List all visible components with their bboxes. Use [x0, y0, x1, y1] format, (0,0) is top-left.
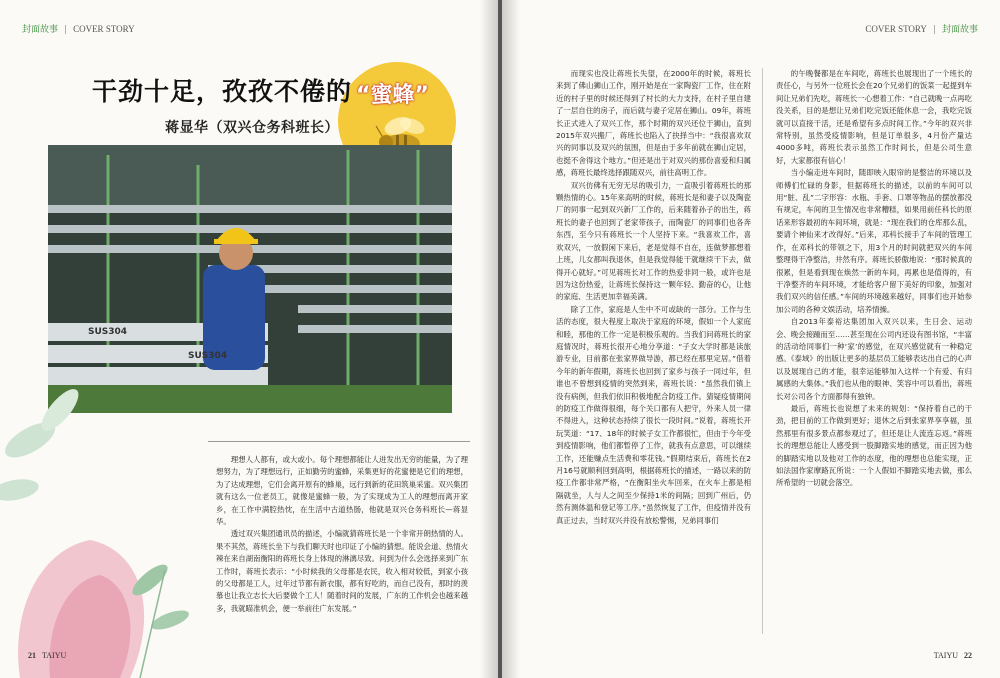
book-gutter — [480, 0, 520, 678]
left-page — [0, 0, 498, 678]
paragraph: 当小编走进车间时，随即映入眼帘的是整洁的环境以及师傅们忙碌的身影，但据蒋班长的描述，以前的车间可以用“脏、乱”二字形容：水瓶、手套、口罩等物品的摆放都没有规定，车间的卫生情况也非常糟糕，如果用前任科长的原话来形容最初的车间环境，就是：“现在我们的仓库那么乱，要请个神仙来才改得好。”后来，邓科长接手了车间的管理工作，在邓科长的带领之下，用3个月的时间就把双兴的车间整理得干净整洁，井然有序。蒋班长骄傲地说：“那时候真的很累，但是看到现在焕然一新的车间，再累也是值得的，有干净整齐的车间环境，才能给客户留下美好的印象，加强对我们双兴的信任感。”车间的环境越来越好，同事们也开始参加公司的各种文娱活动，培养情操。 — [776, 168, 972, 314]
left-footer — [22, 651, 66, 660]
paragraph: 而现实也没让蒋班长失望，在2000年的时候，蒋班长来到了佛山狮山工作，刚开始是在一家陶瓷厂工作，住在附近的村子里的时候还得到了村长的大力支持，在村子里自建了一层自住的房子，而后就与妻子定居在狮山。09年，蒋班长正式进入了双兴工作，那个时期的双兴还位于狮山，直到2015年双兴搬厂，蒋班长也陷入了抉择当中：“我很喜欢双兴的同事以及双兴的氛围，但是由于多年前就在狮山定居，也挺不舍得这个地方。”但还是出于对双兴的那份喜爱和归属感，蒋班长最终选择跟随双兴，前往高明工作。 — [556, 69, 751, 178]
column-divider — [762, 68, 763, 634]
pack-label: SUS304 — [88, 327, 128, 337]
floral-decoration — [0, 380, 200, 678]
paragraph: 的午晚餐都是在车间吃，蒋班长也展现出了一个班长的责任心，与另外一位班长会在20个兄弟们的饭菜一起提到车间让兄弟们先吃，蒋班长一心想着工作：“自己就晚一点再吃没关系，目的是想让兄弟们吃完饭还能休息一会，我吃完饭就可以直接干活，还是希望有多点时间工作。”今年的双兴非常特别，虽然受疫情影响，但是订单很多，4月份产量达4000多吨，蒋班长表示虽然工作时间长，但是公司生意好，大家都很有信心！ — [776, 69, 972, 165]
right-footer — [934, 651, 978, 660]
right-body-column-1 — [556, 68, 751, 527]
article-title — [92, 72, 352, 108]
magazine-name: TAIYU — [933, 651, 958, 660]
paragraph: 透过双兴集团通讯员的描述，小编就猜蒋班长是一个非常开朗热情的人。果不其然，蒋班长坐下与我们聊天时也印证了小编的猜想。能说会道、热情火辣在来自湖南衡阳的蒋班长身上体现的淋漓尽致。问到为什么会选择来到广东工作时，蒋班长表示：“小时候我的父母都是农民，收入相对较低，到家小孩的父母都是工人，过年过节都有新衣服，都有好吃的，而自己没有，那时的羡慕也让我立志长大后要做个工人！随着时间的发展，广东的工作机会也越来越多，我就瞄准机会，便一举前往广东发展。” — [216, 529, 468, 613]
magazine-name: TAIYU — [42, 651, 67, 660]
right-header: COVER STORY | 封面故事 — [865, 24, 978, 35]
paragraph: 自2013年泰裕达集团加入双兴以来，生日会、运动会、晚会接踵而至……甚至现在公司内还设有图书馆，“丰富的活动给同事们一种‘家’的感觉，在双兴感觉就有一种稳定感。《泰域》的出版让更多的基层员工能够表达出自己的心声以及展现自己的才能，很幸运能够加入这样一个有爱、有归属感的大集体。”我们也从他的眼神、笑容中可以看出，蒋班长对公司各个方面都得有独钟。 — [776, 317, 972, 401]
section-label: 封面故事 — [941, 25, 978, 35]
left-header: 封面故事 | COVER STORY — [22, 24, 135, 35]
right-body-column-2 — [776, 68, 972, 490]
paragraph: 最后，蒋班长也说想了未来的规划：“保持着自己的干劲，把目前的工作做到更好；退休之后到张家界享享福，虽然那里有很多景点都参观过了，但还是让人流连忘返。”蒋班长的理想总能让人感受到一股脚踏实地的感觉，而正因为他的脚踏实地以及他对工作的态度，他的理想也总能实现，正如法国作家摩路瓦所说：一个人假如不脚踏实地去做，那么所希望的一切就会落空。 — [776, 403, 972, 488]
section-label-en: COVER STORY — [865, 24, 927, 34]
warehouse-photo — [48, 145, 452, 413]
paragraph: 除了工作，家庭是人生中不可或缺的一部分。工作与生活的态度，很大程度上取决于家庭的环境，假如一个人家庭和睦，那他的工作一定是积极乐观的。当我们问蒋班长的家庭情况时，蒋班长很开心地分享道：“子女大学时都是读旅游专业，目前都在张家界做导游，都已经在那里定居。”借着今年的新年假期，蒋班长也回到了家乡与孩子一同过年，但谁也不曾想到疫情的突然到来，蒋班长说：“虽然我们镇上没有病例，但我们依旧积极地配合防疫工作。猜疑疫情期间的防疫工作做得很细，每个关口都有人把守，外来人员一律不得进入，这种状态持续了很长一段时间。”说着，蒋班长开玩笑道：“17、18年的时候子女工作都很忙，但由于今年受到疫情影响，他们都暂停了工作，就我有点意思，可以继续工作，还能赚点生活费和零花钱。”假期结束后，蒋班长在2月16号就顺利回到高明，根据蒋班长的描述，一路以来的防疫工作都非常严格，“在衡阳坐火车回来，在火车上都是相隔就坐，人与人之间至少保持1米的间隔；回到广州后，仍然有测体温和登记等工序。”虽然恢复了工作，但疫情并没有真正过去，当时双兴并没有放松警惕，兄弟同事们 — [556, 304, 751, 525]
divider — [208, 441, 470, 442]
section-label-en: COVER STORY — [73, 24, 135, 34]
page-number: 22 — [964, 651, 972, 660]
title-text: 干劲十足，孜孜不倦的 — [92, 77, 353, 106]
paragraph: 双兴仿佛有无穷无尽的吸引力，一直吸引着蒋班长的那颗热情的心。15年来高明的时候，蒋班长是和妻子以及陶瓷厂的同事一起到双兴新厂工作的，后来随着孙子的出生，蒋班长的妻子也回到了老家带孩子，而陶瓷厂的同事们也各奔东西，至今只有蒋班长一个人坚持下来。“我喜欢工作，喜欢双兴，一放假闲下来后，老是觉得不自在，连做梦都想着上班，儿女都叫我退休，但是我觉得能干就继续干下去，做得开心就好。”可见蒋班长对工作的热爱非同一般，或许也是因为这份热爱，让蒋班长保持这一颗年轻、勤奋的心，让他的家庭、生活更加幸福美满。 — [556, 180, 751, 302]
page-number: 21 — [28, 651, 36, 660]
article-subtitle: 蒋显华（双兴仓务科班长） — [165, 120, 339, 136]
left-body-column — [216, 454, 468, 615]
section-label: 封面故事 — [22, 25, 59, 35]
pack-label: SUS304 — [188, 351, 228, 361]
paragraph: 理想人人都有，或大或小。每个理想都能让人进发出无穷的能量，为了理想努力，为了理想远行，正如勤劳的蜜蜂，采集更好的花蜜便是它们的理想，为了达成理想，它们会离开原有的蜂巢，远行到新的花田筑巢采蜜。双兴集团就有这么一位老员工，就像是蜜蜂一般，为了实现成为工人的理想而离开家乡，在工作中满腔热忱，在生活中古道热肠，他就是双兴仓务科班长—蒋显华。 — [216, 455, 468, 527]
title-highlight: “蜜蜂” — [356, 83, 429, 108]
